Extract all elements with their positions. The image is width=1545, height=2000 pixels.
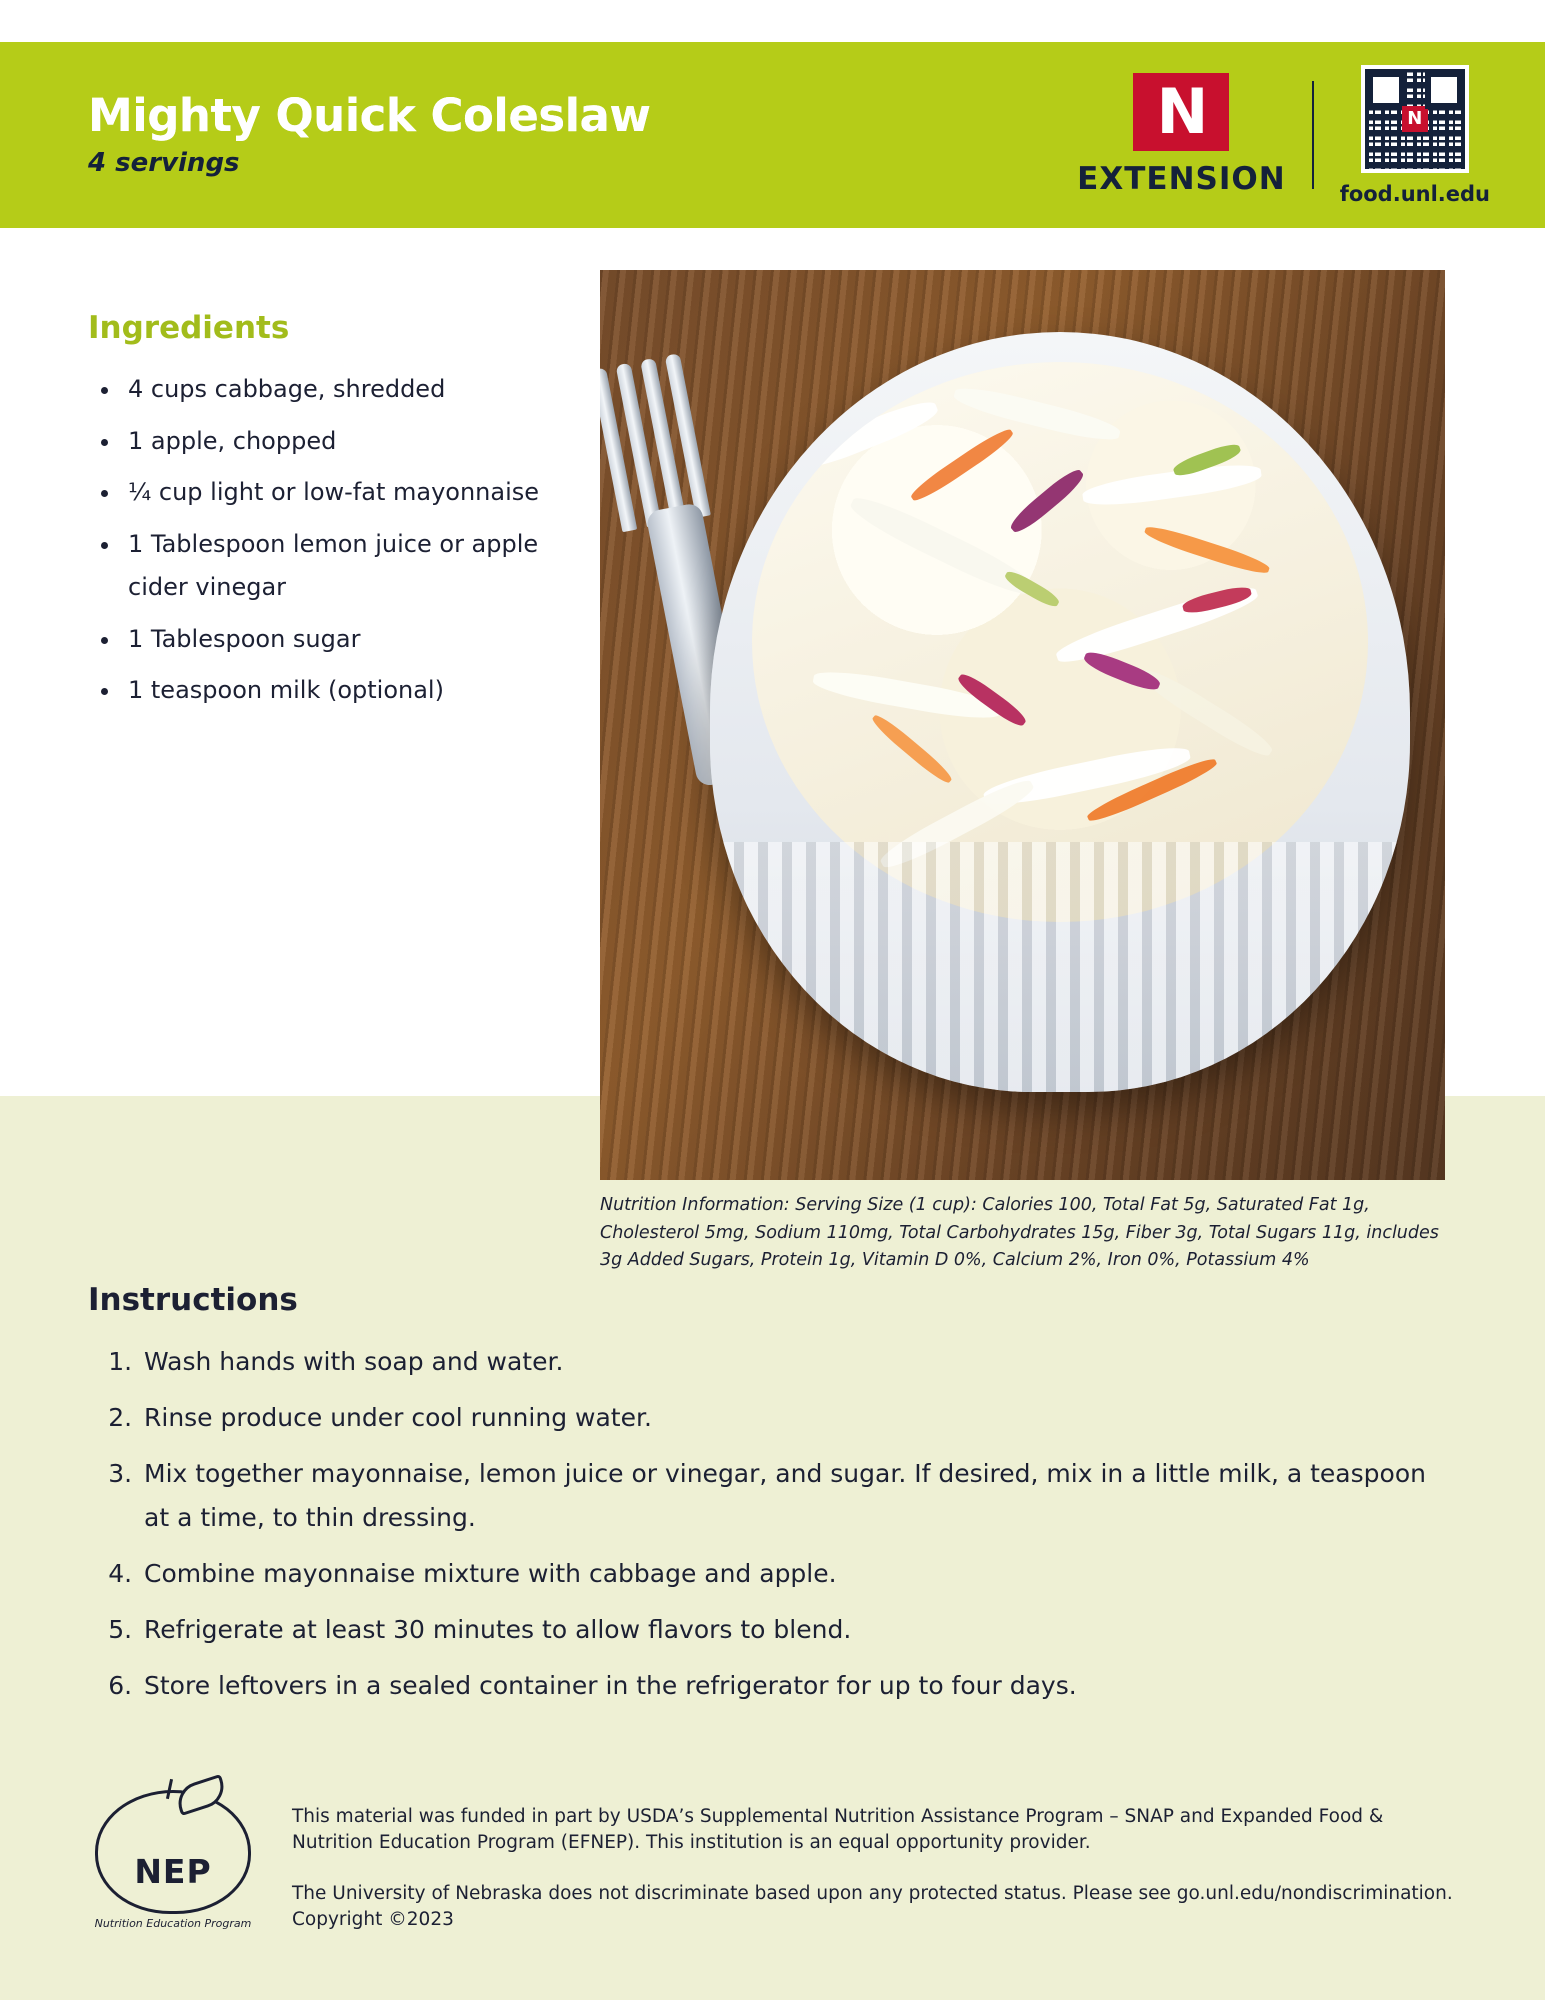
page-title: Mighty Quick Coleslaw bbox=[88, 89, 651, 143]
instructions-section bbox=[88, 1282, 1458, 1720]
husker-n-icon: N bbox=[1133, 73, 1229, 151]
list-item: 4. Combine mayonnaise mixture with cabbage and apple. bbox=[140, 1552, 1458, 1596]
header-band bbox=[0, 42, 1545, 228]
list-item: • 4 cups cabbage, shredded bbox=[122, 368, 578, 411]
bowl-ridges bbox=[710, 842, 1410, 1092]
qr-code-icon[interactable] bbox=[1361, 65, 1469, 173]
qr-url-label: food.unl.edu bbox=[1339, 181, 1490, 206]
servings-text: 4 servings bbox=[88, 147, 240, 178]
list-item: • 1 Tablespoon sugar bbox=[122, 618, 578, 661]
qr-center-letter: N bbox=[1402, 106, 1428, 132]
footer-text bbox=[292, 1790, 1468, 1958]
unl-extension-logo bbox=[1077, 73, 1312, 197]
list-item: • 1 teaspoon milk (optional) bbox=[122, 669, 578, 712]
list-item: 5. Refrigerate at least 30 minutes to allow flavors to blend. bbox=[140, 1608, 1458, 1652]
list-item: • 1 Tablespoon lemon juice or apple cider vinegar bbox=[122, 523, 578, 608]
footer bbox=[88, 1790, 1468, 1958]
extension-wordmark: EXTENSION bbox=[1077, 161, 1286, 197]
brand-divider bbox=[1312, 81, 1314, 189]
ingredients-heading: Ingredients bbox=[88, 310, 290, 346]
funding-statement: This material was funded in part by USDA’s Supplemental Nutrition Assistance Program – SNAP and Expanded Food & Nutrition Education Program (EFNEP). This institution is an equal opportunity provider. bbox=[292, 1806, 1384, 1853]
header-titles bbox=[88, 89, 1077, 178]
ingredients-section bbox=[88, 310, 578, 721]
list-item: • 1 apple, chopped bbox=[122, 420, 578, 463]
recipe-photo bbox=[600, 270, 1445, 1180]
list-item: 2. Rinse produce under cool running water. bbox=[140, 1396, 1458, 1440]
nep-acronym: NEP bbox=[134, 1852, 212, 1891]
white-bowl bbox=[710, 332, 1410, 1092]
nep-caption: Nutrition Education Program bbox=[94, 1917, 252, 1930]
nondiscrimination-statement: The University of Nebraska does not discriminate based upon any protected status. Please see go.unl.edu/nondiscrimination. Copyright ©2023 bbox=[292, 1883, 1453, 1930]
nutrition-information: Nutrition Information: Serving Size (1 cup): Calories 100, Total Fat 5g, Saturated Fat 1g, Cholesterol 5mg, Sodium 110mg, Total Carbohydrates 15g, Fiber 3g, Total Sugars 11g, includes 3g Added Sugars, Protein 1g, Vitamin D 0%, Calcium 2%, Iron 0%, Potassium 4% bbox=[600, 1195, 1439, 1271]
apple-icon bbox=[95, 1790, 251, 1914]
instructions-list bbox=[88, 1340, 1458, 1708]
coleslaw-contents bbox=[752, 362, 1368, 922]
list-item: 3. Mix together mayonnaise, lemon juice or vinegar, and sugar. If desired, mix in a little milk, a teaspoon at a time, to thin dressing. bbox=[140, 1452, 1458, 1540]
list-item: 1. Wash hands with soap and water. bbox=[140, 1340, 1458, 1384]
nep-logo bbox=[88, 1790, 258, 1930]
qr-block[interactable] bbox=[1340, 65, 1490, 206]
instructions-heading: Instructions bbox=[88, 1282, 298, 1318]
list-item: 6. Store leftovers in a sealed container in the refrigerator for up to four days. bbox=[140, 1664, 1458, 1708]
list-item: • ¼ cup light or low-fat mayonnaise bbox=[122, 471, 578, 514]
brand-block bbox=[1077, 65, 1490, 205]
ingredients-list bbox=[88, 368, 578, 712]
